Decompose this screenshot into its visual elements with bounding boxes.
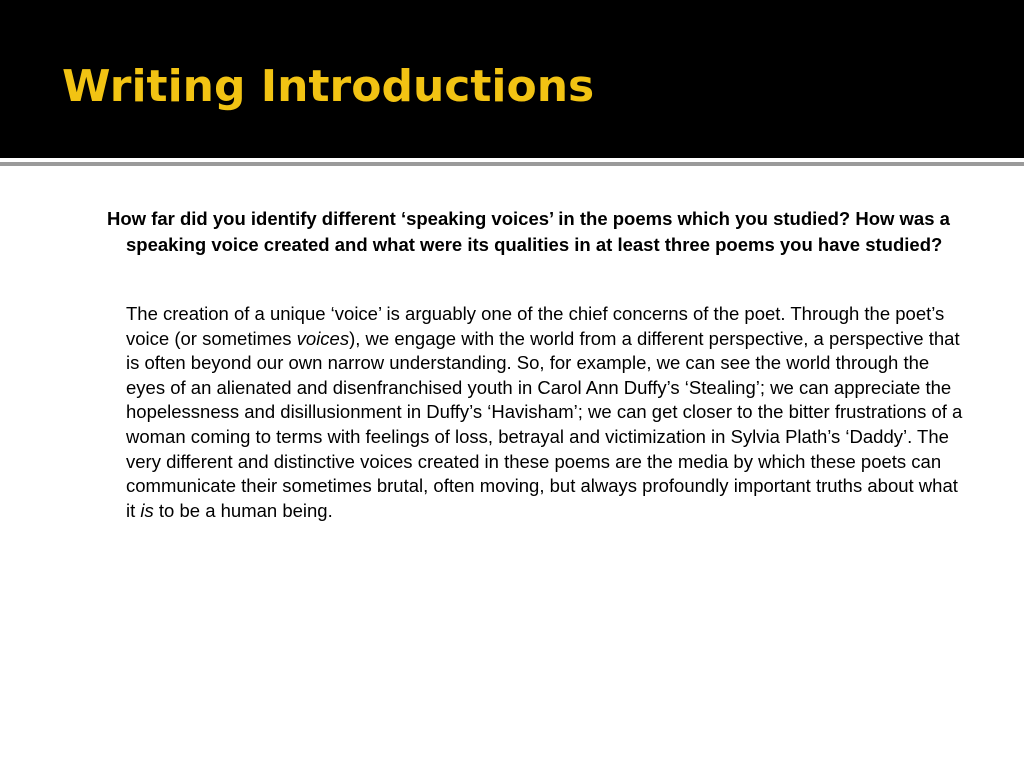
answer-part-3: to be a human being. xyxy=(153,499,333,521)
divider-grey xyxy=(0,162,1024,166)
question-text: How far did you identify different ‘speaking voices’ in the poems which you studied? How was a speaking voice created and what were its qualities in at least three poems you have studied? xyxy=(107,208,950,255)
answer-italic-voices: voices xyxy=(296,327,350,349)
answer-paragraph xyxy=(107,302,969,523)
slide-content xyxy=(107,206,969,523)
answer-part-2: ), we engage with the world from a different perspective, a perspective that is often beyond our own narrow understanding. So, for example, we can see the world through the eyes of an alienated and disenfranchised youth in Carol Ann Duffy’s ‘Stealing’; we can appreciate the hopelessness and disillusionment in Duffy’s ‘Havisham’; we can get closer to the bitter frustrations of a woman coming to terms with feelings of loss, betrayal and victimization in Sylvia Plath’s ‘Daddy’. The very different and distinctive voices created in these poems are the media by which these poets can communicate their sometimes brutal, often moving, but always profoundly important truths about what it xyxy=(126,327,963,521)
slide-title: Writing Introductions xyxy=(62,61,595,112)
answer-part-1: The creation of a unique ‘voice’ is arguably one of the chief concerns of the poet. Through the poet’s voice (or sometimes xyxy=(126,303,945,349)
answer-italic-is: is xyxy=(140,499,154,521)
title-bar xyxy=(0,0,1024,158)
